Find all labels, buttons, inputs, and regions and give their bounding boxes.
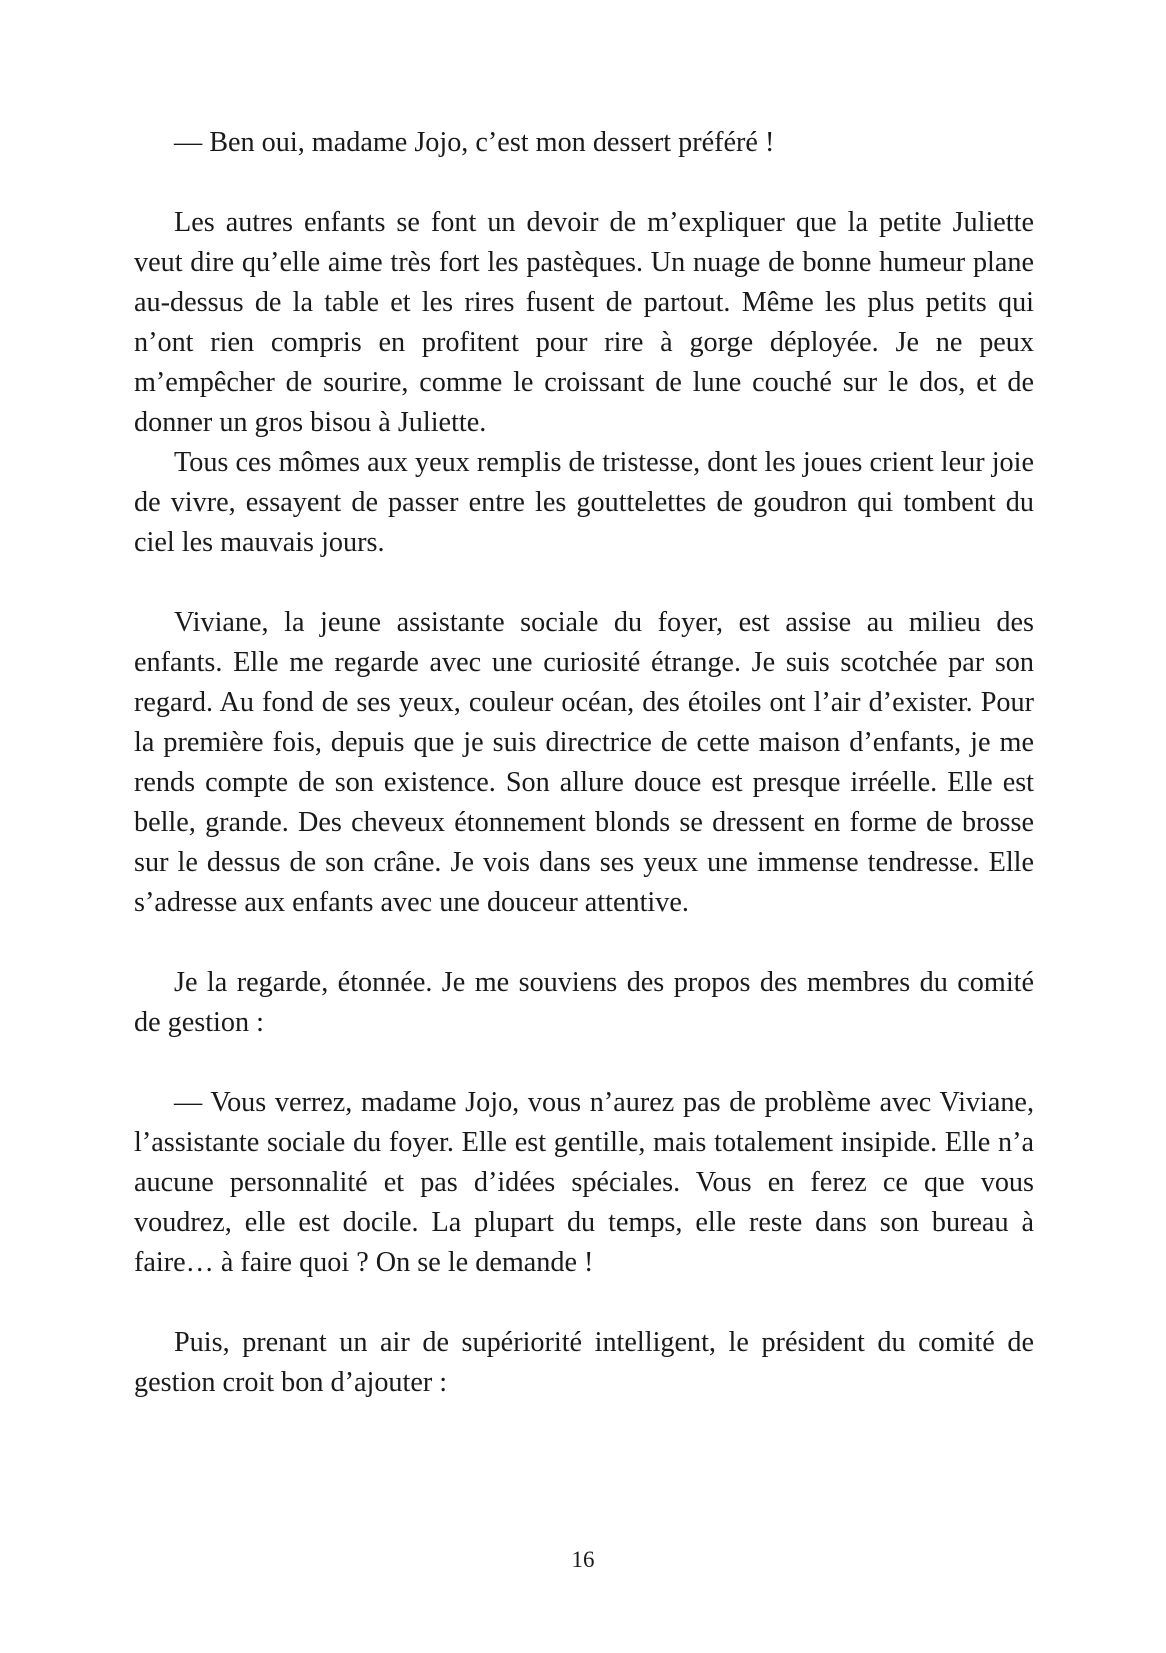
paragraph-gap <box>134 563 1034 603</box>
body-paragraph: Je la regarde, étonnée. Je me souviens des propos des membres du comité de gestion : <box>134 967 1034 1038</box>
dialogue-paragraph: — Ben oui, madame Jojo, c’est mon dessert préféré ! <box>174 127 775 158</box>
body-paragraph: Viviane, la jeune assistante sociale du foyer, est assise au milieu des enfants. Elle me regarde avec une curiosité étrange. Je suis scotchée par son regard. Au fond de ses yeux, couleur océan, des étoiles ont l’air d’exister. Pour la première fois, depuis que je suis directrice de cette maison d’enfants, je me rends compte de son existence. Son allure douce est presque irréelle. Elle est belle, grande. Des cheveux étonnement blonds se dressent en forme de brosse sur le dessus de son crâne. Je vois dans ses yeux une immense tendresse. Elle s’adresse aux enfants avec une douceur attentive. <box>134 607 1034 918</box>
page-number: 16 <box>571 1547 595 1572</box>
dialogue-paragraph: — Vous verrez, madame Jojo, vous n’aurez pas de problème avec Viviane, l’assistante sociale du foyer. Elle est gentille, mais totalement insipide. Elle n’a aucune personnalité et pas d’idées spéciales. Vous en ferez ce que vous voudrez, elle est docile. La plupart du temps, elle reste dans son bureau à faire… à faire quoi ? On se le demande ! <box>134 1087 1034 1278</box>
paragraph-gap <box>134 923 1034 963</box>
body-paragraph: Puis, prenant un air de supériorité intelligent, le président du comité de gestion croit bon d’ajouter : <box>134 1327 1034 1398</box>
body-paragraph: Tous ces mômes aux yeux remplis de tristesse, dont les joues crient leur joie de vivre, essayent de passer entre les gouttelettes de goudron qui tombent du ciel les mauvais jours. <box>134 447 1034 558</box>
paragraph-gap <box>134 163 1034 203</box>
paragraph-gap <box>134 1283 1034 1323</box>
paragraph-gap <box>134 1043 1034 1083</box>
body-paragraph: Les autres enfants se font un devoir de m’expliquer que la petite Juliette veut dire qu’elle aime très fort les pastèques. Un nuage de bonne humeur plane au-dessus de la table et les rires fusent de partout. Même les plus petits qui n’ont rien compris en profitent pour rire à gorge déployée. Je ne peux m’empêcher de sourire, comme le croissant de lune couché sur le dos, et de donner un gros bisou à Juliette. <box>134 207 1034 438</box>
page-body <box>134 123 1034 1403</box>
